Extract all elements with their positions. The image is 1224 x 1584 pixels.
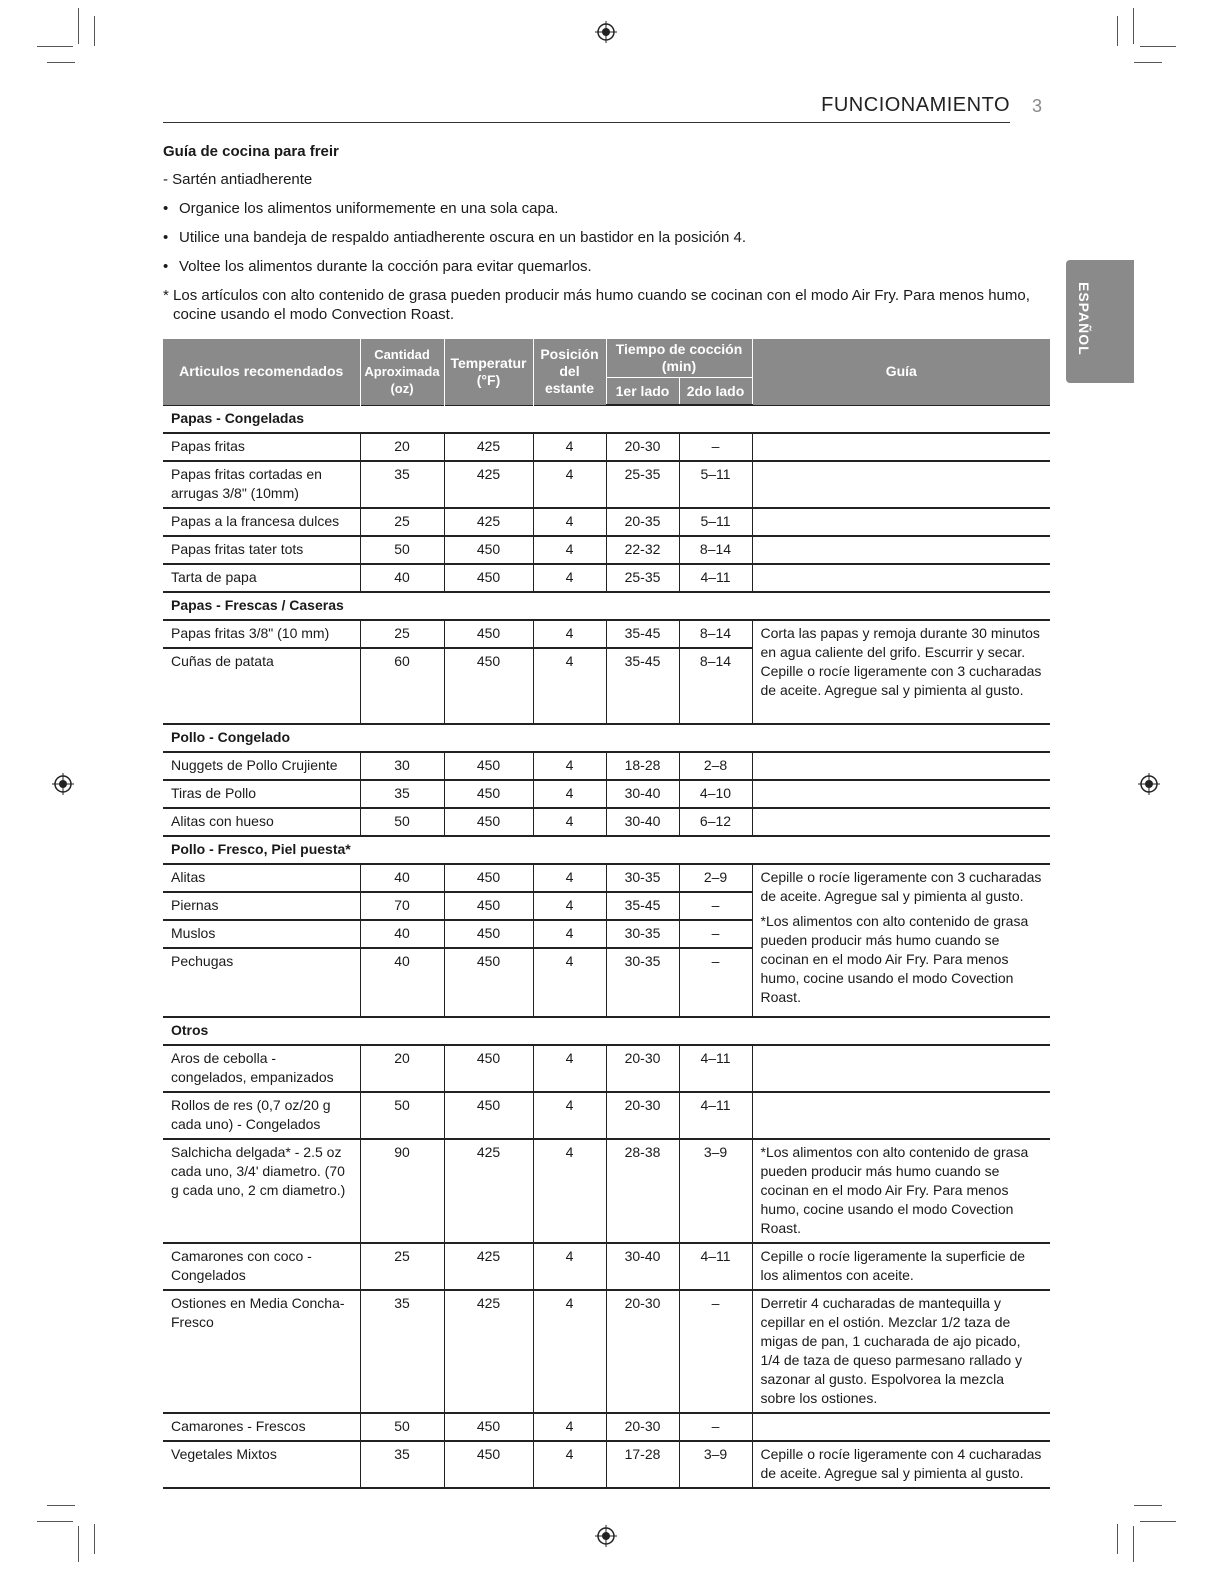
crop-mark (94, 16, 95, 46)
guide-cell (752, 564, 1050, 592)
time-side-2: 8–14 (679, 536, 752, 564)
category-row (163, 724, 1050, 752)
rack-position: 4 (533, 648, 606, 724)
temperature: 425 (444, 461, 533, 508)
crop-mark (1133, 8, 1134, 44)
item-name: Cuñas de patata (163, 648, 360, 724)
guide-cell (752, 508, 1050, 536)
header-cook-time: Tiempo de cocción (min) (606, 339, 752, 378)
rack-position: 4 (533, 433, 606, 461)
guide-cell (752, 864, 1050, 1017)
table-row (163, 1092, 1050, 1139)
crop-mark (78, 1526, 79, 1562)
time-side-1: 30-40 (606, 780, 679, 808)
instruction-bullet: • Voltee los alimentos durante la cocción para evitar quemarlos. (163, 257, 1053, 276)
crop-mark (47, 62, 75, 63)
quantity: 40 (360, 864, 444, 892)
table-row (163, 508, 1050, 536)
category-row (163, 1017, 1050, 1045)
time-side-2: 3–9 (679, 1441, 752, 1488)
time-side-1: 20-30 (606, 1045, 679, 1092)
table-row (163, 1290, 1050, 1413)
section-title: FUNCIONAMIENTO (821, 94, 1010, 116)
table-row (163, 564, 1050, 592)
guide-text: Derretir 4 cucharadas de mantequilla y cepillar en el ostión. Mezclar 1/2 taza de migas de pan, 1 cucharada de ajo picado, 1/4 de taza de queso parmesano rallado y sazonar al gusto. Espolvorea la mezcla sobre los ostiones. (760, 1295, 1023, 1406)
guide-cell (752, 780, 1050, 808)
rack-position: 4 (533, 752, 606, 780)
page-header (163, 92, 1010, 123)
item-name: Salchicha delgada* - 2.5 oz cada uno, 3/4' diametro. (70 g cada uno, 2 cm diametro.) (163, 1139, 360, 1243)
time-side-1: 20-35 (606, 508, 679, 536)
quantity: 20 (360, 1045, 444, 1092)
guide-cell (752, 808, 1050, 836)
rack-position: 4 (533, 1290, 606, 1413)
category-label: Pollo - Fresco, Piel puesta* (163, 836, 1050, 864)
guide-cell (752, 1290, 1050, 1413)
quantity: 35 (360, 780, 444, 808)
temperature: 450 (444, 1092, 533, 1139)
time-side-1: 35-45 (606, 892, 679, 920)
item-name: Papas fritas cortadas en arrugas 3/8" (10mm) (163, 461, 360, 508)
temperature: 450 (444, 1413, 533, 1441)
guide-cell (752, 461, 1050, 508)
temperature: 450 (444, 536, 533, 564)
guide-cell (752, 1243, 1050, 1290)
item-name: Vegetales Mixtos (163, 1441, 360, 1488)
temperature: 450 (444, 864, 533, 892)
rack-position: 4 (533, 1045, 606, 1092)
item-name: Papas fritas tater tots (163, 536, 360, 564)
time-side-1: 20-30 (606, 1413, 679, 1441)
temperature: 450 (444, 920, 533, 948)
time-side-1: 25-35 (606, 564, 679, 592)
category-row (163, 405, 1050, 433)
table-row (163, 864, 1050, 892)
pan-type: - Sartén antiadherente (163, 171, 313, 188)
table-row (163, 808, 1050, 836)
guide-cell (752, 752, 1050, 780)
quantity: 50 (360, 1413, 444, 1441)
guide-cell (752, 1441, 1050, 1488)
language-tab-label: ESPAÑOL (1076, 282, 1092, 356)
time-side-2: 4–10 (679, 780, 752, 808)
crop-mark (1134, 1505, 1162, 1506)
item-name: Tiras de Pollo (163, 780, 360, 808)
category-row (163, 592, 1050, 620)
guide-text: Corta las papas y remoja durante 30 minutos en agua caliente del grifo. Escurrir y secar. Cepille o rocíe ligeramente con 3 cucharadas de aceite. Agregue sal y pimienta al gusto. (760, 625, 1042, 698)
temperature: 450 (444, 1441, 533, 1488)
table-row (163, 1413, 1050, 1441)
rack-position: 4 (533, 864, 606, 892)
header-quantity: Cantidad Aproximada (oz) (360, 339, 444, 405)
quantity: 60 (360, 648, 444, 724)
table-row (163, 1139, 1050, 1243)
quantity: 40 (360, 948, 444, 1017)
guide-text: *Los alimentos con alto contenido de grasa pueden producir más humo cuando se cocinan en el modo Air Fry. Para menos humo, cocine usando el modo Covection Roast. (760, 913, 1029, 1005)
rack-position: 4 (533, 461, 606, 508)
crop-mark (1117, 16, 1118, 46)
registration-mark-icon (1138, 773, 1160, 795)
time-side-1: 30-40 (606, 1243, 679, 1290)
guide-text: Cepille o rocíe ligeramente con 4 cucharadas de aceite. Agregue sal y pimienta al gusto. (760, 1446, 1042, 1481)
category-label: Pollo - Congelado (163, 724, 1050, 752)
rack-position: 4 (533, 536, 606, 564)
time-side-2: 4–11 (679, 1045, 752, 1092)
time-side-1: 30-35 (606, 920, 679, 948)
rack-position: 4 (533, 1413, 606, 1441)
rack-position: 4 (533, 780, 606, 808)
quantity: 40 (360, 920, 444, 948)
temperature: 425 (444, 433, 533, 461)
guide-text: Cepille o rocíe ligeramente con 3 cucharadas de aceite. Agregue sal y pimienta al gusto. (760, 869, 1042, 904)
time-side-1: 30-35 (606, 948, 679, 1017)
time-side-2: – (679, 920, 752, 948)
time-side-1: 17-28 (606, 1441, 679, 1488)
table-row (163, 780, 1050, 808)
time-side-2: 4–11 (679, 564, 752, 592)
rack-position: 4 (533, 1092, 606, 1139)
fat-note: * Los artículos con alto contenido de grasa pueden producir más humo cuando se cocinan con el modo Air Fry. Para menos humo, cocine usando el modo Convection Roast. (163, 287, 1030, 323)
header-rack-position: Posición del estante (533, 339, 606, 405)
time-side-2: 2–8 (679, 752, 752, 780)
temperature: 450 (444, 564, 533, 592)
time-side-1: 25-35 (606, 461, 679, 508)
quantity: 35 (360, 461, 444, 508)
language-tab (1066, 260, 1134, 383)
time-side-2: – (679, 948, 752, 1017)
temperature: 425 (444, 1139, 533, 1243)
item-name: Papas a la francesa dulces (163, 508, 360, 536)
item-name: Tarta de papa (163, 564, 360, 592)
instruction-bullet: • Utilice una bandeja de respaldo antiadherente oscura en un bastidor en la posición 4. (163, 228, 1053, 247)
rack-position: 4 (533, 1139, 606, 1243)
time-side-1: 35-45 (606, 648, 679, 724)
item-name: Papas fritas (163, 433, 360, 461)
quantity: 50 (360, 536, 444, 564)
guide-cell (752, 536, 1050, 564)
instruction-bullet: • Organice los alimentos uniformemente en una sola capa. (163, 199, 1053, 218)
time-side-1: 20-30 (606, 433, 679, 461)
guide-cell (752, 1139, 1050, 1243)
item-name: Camarones - Frescos (163, 1413, 360, 1441)
temperature: 450 (444, 808, 533, 836)
quantity: 35 (360, 1441, 444, 1488)
time-side-2: 5–11 (679, 461, 752, 508)
guide-text: Cepille o rocíe ligeramente la superficie de los alimentos con aceite. (760, 1248, 1026, 1283)
rack-position: 4 (533, 1441, 606, 1488)
time-side-1: 20-30 (606, 1092, 679, 1139)
header-side-2: 2do lado (679, 378, 752, 406)
item-name: Aros de cebolla - congelados, empanizados (163, 1045, 360, 1092)
category-label: Papas - Frescas / Caseras (163, 592, 1050, 620)
quantity: 50 (360, 808, 444, 836)
time-side-2: – (679, 1290, 752, 1413)
rack-position: 4 (533, 564, 606, 592)
item-name: Papas fritas 3/8" (10 mm) (163, 620, 360, 648)
time-side-2: 8–14 (679, 648, 752, 724)
intro-section (163, 142, 1053, 324)
crop-mark (37, 1521, 73, 1522)
header-temperature: Temperatur (°F) (444, 339, 533, 405)
crop-mark (1140, 1521, 1176, 1522)
table-row (163, 1045, 1050, 1092)
time-side-2: 4–11 (679, 1092, 752, 1139)
guide-cell (752, 1045, 1050, 1092)
temperature: 450 (444, 1045, 533, 1092)
temperature: 450 (444, 752, 533, 780)
temperature: 450 (444, 648, 533, 724)
crop-mark (1134, 62, 1162, 63)
item-name: Alitas (163, 864, 360, 892)
temperature: 450 (444, 780, 533, 808)
item-name: Camarones con coco - Congelados (163, 1243, 360, 1290)
registration-mark-icon (595, 21, 617, 43)
table-row (163, 1441, 1050, 1488)
cooking-guide-table (163, 339, 1050, 1489)
time-side-2: 8–14 (679, 620, 752, 648)
item-name: Nuggets de Pollo Crujiente (163, 752, 360, 780)
time-side-2: – (679, 1413, 752, 1441)
rack-position: 4 (533, 808, 606, 836)
time-side-2: 4–11 (679, 1243, 752, 1290)
header-item: Articulos recomendados (163, 339, 360, 405)
crop-mark (37, 46, 73, 47)
registration-mark-icon (595, 1525, 617, 1547)
item-name: Rollos de res (0,7 oz/20 g cada uno) - Congelados (163, 1092, 360, 1139)
temperature: 450 (444, 948, 533, 1017)
time-side-1: 30-40 (606, 808, 679, 836)
rack-position: 4 (533, 1243, 606, 1290)
quantity: 50 (360, 1092, 444, 1139)
quantity: 90 (360, 1139, 444, 1243)
guide-cell (752, 1092, 1050, 1139)
time-side-1: 22-32 (606, 536, 679, 564)
temperature: 425 (444, 1243, 533, 1290)
quantity: 25 (360, 1243, 444, 1290)
crop-mark (1133, 1526, 1134, 1562)
table-row (163, 1243, 1050, 1290)
time-side-2: 5–11 (679, 508, 752, 536)
time-side-1: 35-45 (606, 620, 679, 648)
quantity: 70 (360, 892, 444, 920)
table-row (163, 461, 1050, 508)
temperature: 425 (444, 508, 533, 536)
time-side-2: – (679, 433, 752, 461)
crop-mark (1117, 1524, 1118, 1554)
rack-position: 4 (533, 948, 606, 1017)
rack-position: 4 (533, 508, 606, 536)
header-guide: Guía (752, 339, 1050, 405)
time-side-1: 18-28 (606, 752, 679, 780)
guide-cell (752, 1413, 1050, 1441)
rack-position: 4 (533, 892, 606, 920)
quantity: 20 (360, 433, 444, 461)
registration-mark-icon (52, 773, 74, 795)
time-side-1: 28-38 (606, 1139, 679, 1243)
crop-mark (78, 8, 79, 44)
header-side-1: 1er lado (606, 378, 679, 406)
guide-text: *Los alimentos con alto contenido de grasa pueden producir más humo cuando se cocinan en el modo Air Fry. Para menos humo, cocine usando el modo Covection Roast. (760, 1144, 1029, 1236)
quantity: 35 (360, 1290, 444, 1413)
guide-cell (752, 620, 1050, 724)
quantity: 40 (360, 564, 444, 592)
guide-cell (752, 433, 1050, 461)
time-side-2: 2–9 (679, 864, 752, 892)
category-row (163, 836, 1050, 864)
page-number: 3 (1032, 96, 1043, 116)
item-name: Alitas con hueso (163, 808, 360, 836)
item-name: Ostiones en Media Concha- Fresco (163, 1290, 360, 1413)
quantity: 25 (360, 620, 444, 648)
temperature: 425 (444, 1290, 533, 1413)
crop-mark (94, 1524, 95, 1554)
time-side-1: 30-35 (606, 864, 679, 892)
time-side-2: 3–9 (679, 1139, 752, 1243)
temperature: 450 (444, 620, 533, 648)
category-label: Otros (163, 1017, 1050, 1045)
crop-mark (47, 1505, 75, 1506)
item-name: Muslos (163, 920, 360, 948)
crop-mark (1140, 46, 1176, 47)
time-side-2: 6–12 (679, 808, 752, 836)
item-name: Piernas (163, 892, 360, 920)
quantity: 25 (360, 508, 444, 536)
time-side-1: 20-30 (606, 1290, 679, 1413)
table-row (163, 433, 1050, 461)
guide-title: Guía de cocina para freir (163, 143, 339, 160)
category-label: Papas - Congeladas (163, 405, 1050, 433)
temperature: 450 (444, 892, 533, 920)
rack-position: 4 (533, 920, 606, 948)
table-row (163, 620, 1050, 648)
rack-position: 4 (533, 620, 606, 648)
quantity: 30 (360, 752, 444, 780)
item-name: Pechugas (163, 948, 360, 1017)
table-row (163, 536, 1050, 564)
time-side-2: – (679, 892, 752, 920)
table-row (163, 752, 1050, 780)
